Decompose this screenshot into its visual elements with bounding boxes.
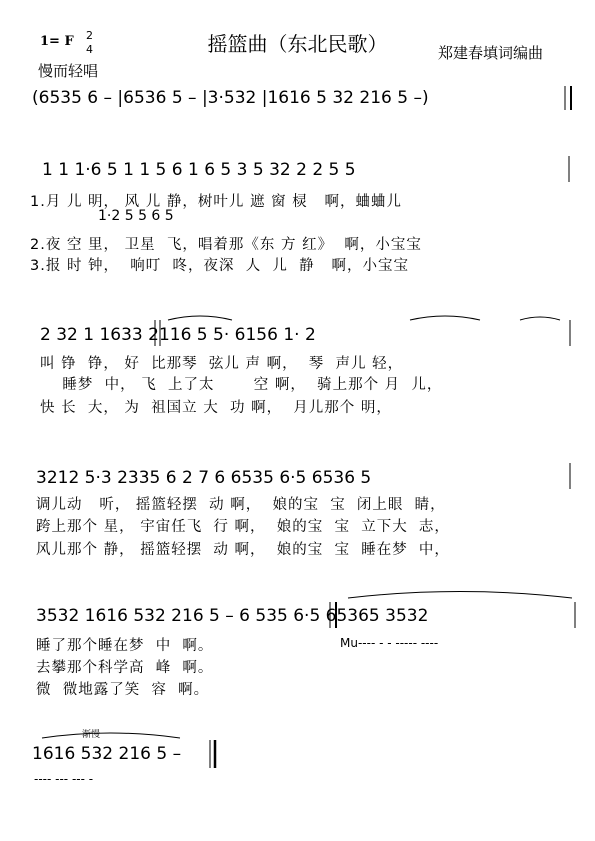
line2-lyric1: 叫 铮 铮， 好 比那琴 弦儿 声 啊， 琴 声儿 轻， (40, 356, 404, 372)
page-title: 摇篮曲（东北民歌） (207, 32, 388, 56)
line4-lyric3: 微 微地露了笑 容 啊。 (36, 682, 210, 698)
line1-notes: 1 1 1·6 5 1 1 5 6 1 6 5 3 5 32 2 2 5 5 (42, 160, 356, 180)
author-credit: 郑建春填词编曲 (438, 44, 544, 62)
ritardando-mark: 渐慢 (82, 730, 101, 740)
line3-lyric1: 调儿动 听， 摇篮轻摆 动 啊， 娘的宝 宝 闭上眼 睛， (36, 497, 446, 513)
line3-lyric3: 风儿那个 静， 摇篮轻摆 动 啊， 娘的宝 宝 睡在梦 中， (36, 542, 450, 558)
time-signature-top: 2 (86, 29, 93, 42)
line3-lyric2: 跨上那个 星， 宇宙任飞 行 啊， 娘的宝 宝 立下大 志， (36, 519, 450, 535)
line4-lyric2: 去攀那个科学高 峰 啊。 (36, 660, 214, 676)
line2-notes: 2 32 1 1633 2116 5 5· 6156 1· 2 (40, 325, 316, 345)
line5-notes: 1616 532 216 5 – (32, 744, 182, 764)
line3-notes: 3212 5·3 2335 6 2 7 6 6535 6·5 6536 5 (36, 468, 372, 488)
line4-notes: 3532 1616 532 216 5 – 6 535 6·5 65365 3532 (36, 606, 429, 626)
time-signature-bottom: 4 (86, 43, 93, 56)
line4-hum: Mu---- - - ----- ---- (340, 636, 439, 650)
slur (520, 317, 560, 320)
tempo-marking: 慢而轻唱 (38, 62, 99, 80)
intro-line: (6535 6 – |6536 5 – |3·532 |1616 5 32 216 5 –) (32, 88, 429, 108)
line1-lyric3: 3.报 时 钟， 响叮 咚，夜深 人 儿 静 啊，小宝宝 (30, 258, 409, 274)
line1-alt-notes: 1·2 5 5 6 5 (98, 208, 174, 224)
slur (42, 733, 180, 738)
line5-dashes: ---- --- --- - (34, 772, 94, 786)
slur (168, 316, 232, 320)
slur (348, 592, 572, 599)
key-label: 1= F (40, 34, 74, 49)
line1-lyric2: 2.夜 空 里， 卫星 飞，唱着那《东 方 红》 啊，小宝宝 (30, 237, 422, 253)
line2-lyric2: 睡梦 中， 飞 上了太 空 啊， 骑上那个 月 儿， (40, 377, 443, 393)
line1-lyric1: 1.月 儿 明， 风 儿 静，树叶儿 遮 窗 棂 啊，蛐蛐儿 (30, 194, 403, 210)
line2-lyric3: 快 长 大， 为 祖国立 大 功 啊， 月儿那个 明， (40, 400, 392, 416)
slur (410, 316, 480, 320)
line4-lyric1: 睡了那个睡在梦 中 啊。 (36, 638, 214, 654)
